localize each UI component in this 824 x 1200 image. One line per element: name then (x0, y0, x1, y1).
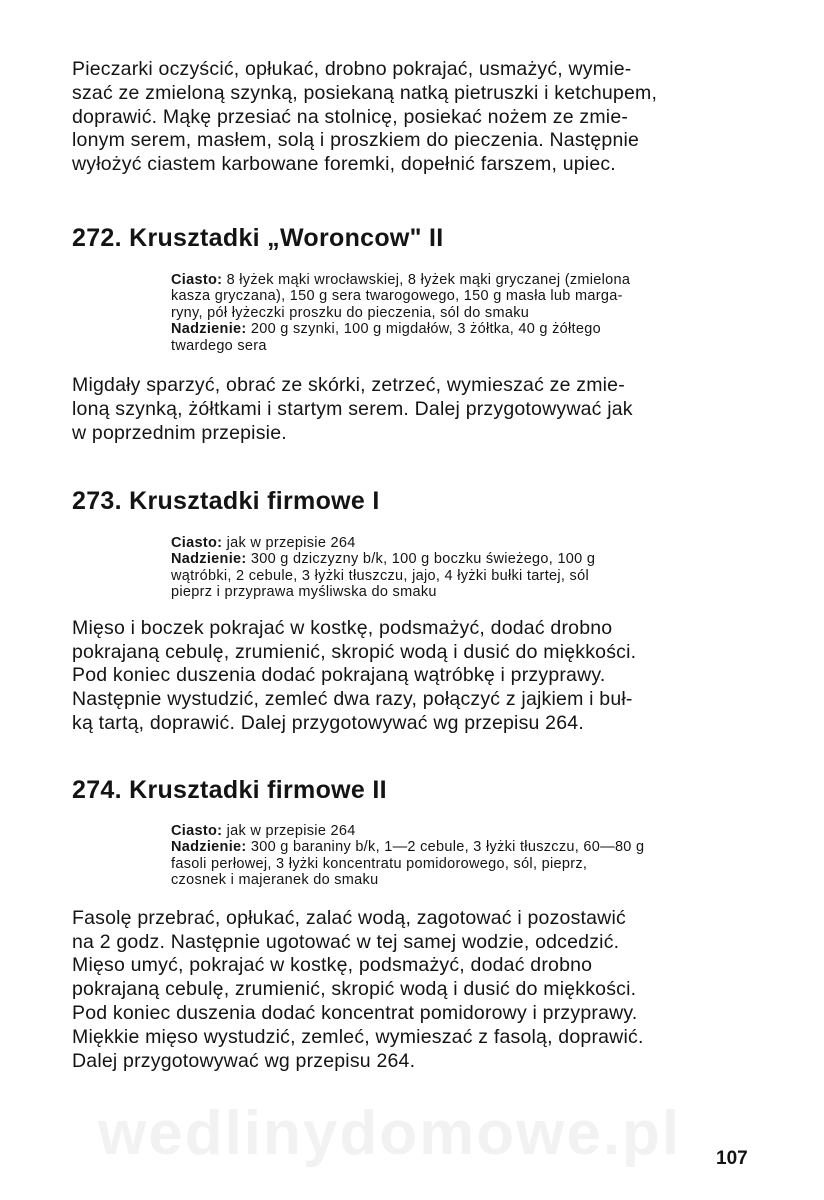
method-paragraph: Mięso i boczek pokrajać w kostkę, podsmażyć, dodać drobno pokrajaną cebulę, zrumienić, skropić wodą i dusić do miękkości. Pod koniec duszenia dodać pokrajaną wątróbkę i przyprawy. Następnie wystudzić, zemleć dwa razy, połączyć z jajkiem i buł- ką tartą, doprawić. Dalej przygotowywać wg przepisu 264. (72, 616, 637, 735)
ciasto-row: Ciasto: jak w przepisie 264 (171, 534, 356, 551)
recipe-title: 274. Krusztadki firmowe II (72, 775, 387, 804)
intro-line: Pieczarki oczyścić, opłukać, drobno pokrajać, usmażyć, wymie- (72, 58, 632, 80)
page-number: 107 (716, 1148, 748, 1169)
intro-line: szać ze zmieloną szynką, posiekaną natką pietruszki i ketchupem, (72, 81, 658, 104)
nadzienie-line: fasoli perłowej, 3 łyżki koncentratu pomidorowego, sól, pieprz, (171, 855, 588, 872)
page-content (72, 58, 762, 1073)
intro-line: lonym serem, masłem, solą i proszkiem do pieczenia. Następnie (72, 129, 640, 152)
nadzienie-row: Nadzienie: 300 g dziczyzny b/k, 100 g boczku świeżego, 100 g (171, 551, 596, 568)
ciasto-row: Ciasto: jak w przepisie 264 (171, 822, 356, 839)
intro-line: wyłożyć ciastem karbowane foremki, dopełnić farszem, upiec. (72, 153, 616, 176)
nadzienie-line: twardego sera (171, 337, 267, 354)
ciasto-line: ryny, pół łyżeczki proszku do pieczenia, sól do smaku (171, 304, 530, 321)
method-paragraph: Fasolę przebrać, opłukać, zalać wodą, zagotować i pozostawić na 2 godz. Następnie ugotować w tej samej wodzie, odcedzić. Mięso umyć, pokrajać w kostkę, podsmażyć, dodać drobno pokrajaną cebulę, zrumienić, skropić wodą i dusić do miękkości. Pod koniec duszenia dodać koncentrat pomidorowy i przyprawy. Miękkie mięso wystudzić, zemleć, wymieszać z fasolą, doprawić. Dalej przygotowywać wg przepisu 264. (72, 906, 644, 1072)
intro-line: doprawić. Mąkę przesiać na stolnicę, posiekać nożem ze zmie- (72, 105, 629, 128)
nadzienie-line: czosnek i majeranek do smaku (171, 872, 379, 889)
nadzienie-row: Nadzienie: 200 g szynki, 100 g migdałów, 3 żółtka, 40 g żółtego (171, 321, 601, 338)
watermark: wedlinydomowe.pl (98, 1099, 682, 1168)
ingredients-block (171, 272, 762, 355)
intro-paragraph (72, 58, 762, 177)
recipe-title: 273. Krusztadki firmowe I (72, 486, 380, 515)
ingredients-block (171, 535, 762, 601)
recipe-title: 272. Krusztadki „Woroncow" II (72, 223, 444, 252)
nadzienie-line: pieprz i przyprawa myśliwska do smaku (171, 584, 437, 601)
method-paragraph: Migdały sparzyć, obrać ze skórki, zetrzeć, wymieszać ze zmie- loną szynką, żółtkami i startym serem. Dalej przygotowywać jak w poprzednim przepisie. (72, 374, 633, 445)
ciasto-line: kasza gryczana), 150 g sera twarogowego, 150 g masła lub marga- (171, 288, 623, 305)
nadzienie-row: Nadzienie: 300 g baraniny b/k, 1—2 cebule, 3 łyżki tłuszczu, 60—80 g (171, 839, 645, 856)
ingredients-block (171, 823, 762, 889)
nadzienie-line: wątróbki, 2 cebule, 3 łyżki tłuszczu, jajo, 4 łyżki bułki tartej, sól (171, 567, 589, 584)
ciasto-row: Ciasto: 8 łyżek mąki wrocławskiej, 8 łyżek mąki gryczanej (zmielona (171, 271, 631, 288)
